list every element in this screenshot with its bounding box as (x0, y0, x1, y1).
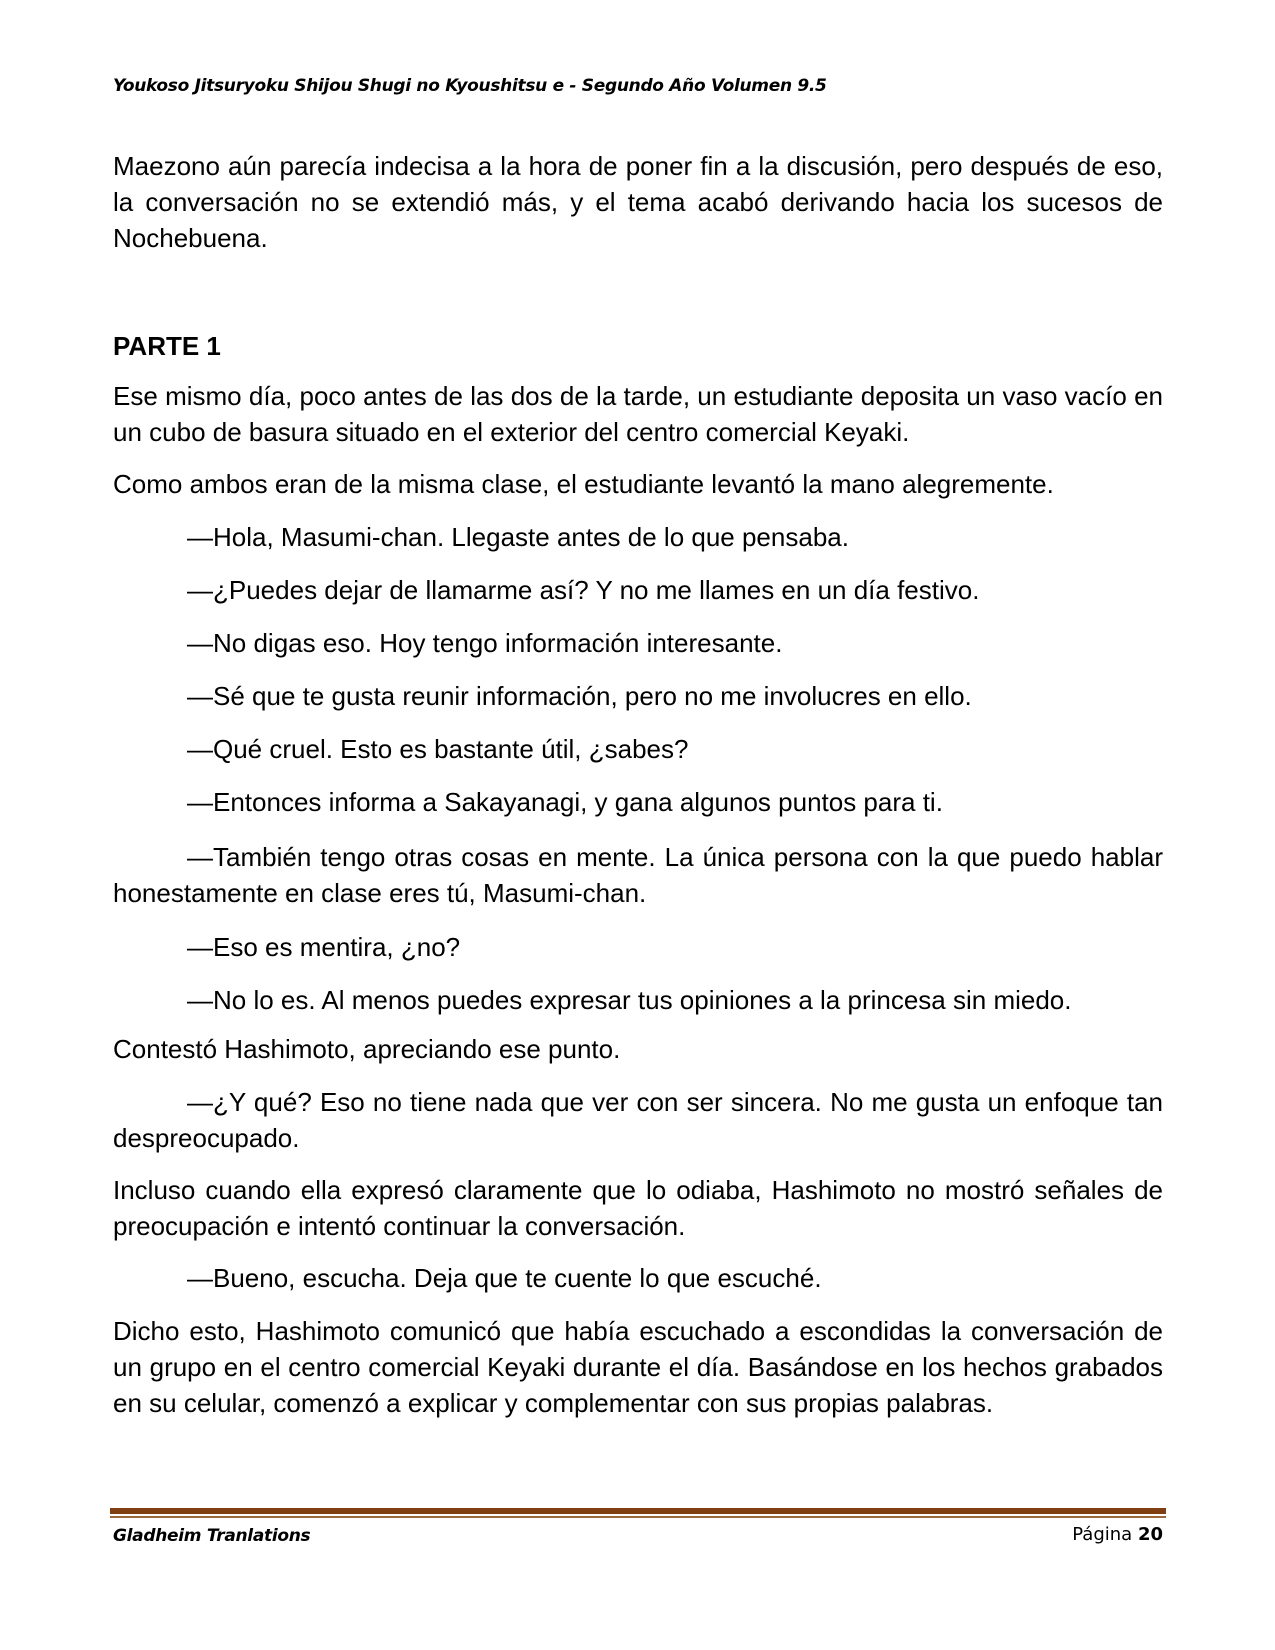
paragraph-narration: Dicho esto, Hashimoto comunicó que había escuchado a escondidas la conversación de un grupo en el centro comercial Keyaki durante el día. Basándose en los hechos grabados en su celular, comenzó a explicar y complementar con sus propias palabras. (113, 1316, 1163, 1418)
paragraph-dialogue: —¿Puedes dejar de llamarme así? Y no me llames en un día festivo. (187, 575, 980, 605)
page-label: Página (1072, 1524, 1133, 1545)
footer-credit: Gladheim Tranlations (113, 1526, 311, 1546)
paragraph-dialogue: —¿Y qué? Eso no tiene nada que ver con ser sincera. No me gusta un enfoque tan despreocupado. (113, 1087, 1163, 1153)
paragraph-dialogue: —Bueno, escucha. Deja que te cuente lo que escuché. (187, 1263, 822, 1293)
page-number (1072, 1522, 1163, 1548)
paragraph-dialogue: —Sé que te gusta reunir información, pero no me involucres en ello. (187, 681, 972, 711)
paragraph-dialogue: —Entonces informa a Sakayanagi, y gana algunos puntos para ti. (187, 787, 943, 817)
paragraph-narration: Incluso cuando ella expresó claramente que lo odiaba, Hashimoto no mostró señales de preocupación e intentó continuar la conversación. (113, 1175, 1163, 1241)
footer-divider-thin (110, 1516, 1166, 1518)
running-header: Youkoso Jitsuryoku Shijou Shugi no Kyoushitsu e - Segundo Año Volumen 9.5 (113, 76, 827, 96)
paragraph-dialogue: —Eso es mentira, ¿no? (187, 932, 461, 962)
paragraph-dialogue: —Qué cruel. Esto es bastante útil, ¿sabes? (187, 734, 689, 764)
footer-divider (110, 1508, 1166, 1514)
paragraph-narration: Ese mismo día, poco antes de las dos de la tarde, un estudiante deposita un vaso vacío en un cubo de basura situado en el exterior del centro comercial Keyaki. (113, 381, 1163, 447)
paragraph-dialogue: —No digas eso. Hoy tengo información interesante. (187, 628, 783, 658)
paragraph-dialogue: —No lo es. Al menos puedes expresar tus opiniones a la princesa sin miedo. (187, 985, 1072, 1015)
intro-paragraph: Maezono aún parecía indecisa a la hora de poner fin a la discusión, pero después de eso, la conversación no se extendió más, y el tema acabó derivando hacia los sucesos de Nochebuena. (113, 151, 1163, 253)
page-number-value: 20 (1137, 1524, 1163, 1545)
paragraph-dialogue: —Hola, Masumi-chan. Llegaste antes de lo que pensaba. (187, 522, 849, 552)
paragraph-narration: Como ambos eran de la misma clase, el estudiante levantó la mano alegremente. (113, 469, 1054, 499)
paragraph-narration: Contestó Hashimoto, apreciando ese punto. (113, 1034, 621, 1064)
section-heading: PARTE 1 (113, 331, 221, 361)
paragraph-dialogue: —También tengo otras cosas en mente. La única persona con la que puedo hablar honestamente en clase eres tú, Masumi-chan. (113, 842, 1163, 908)
